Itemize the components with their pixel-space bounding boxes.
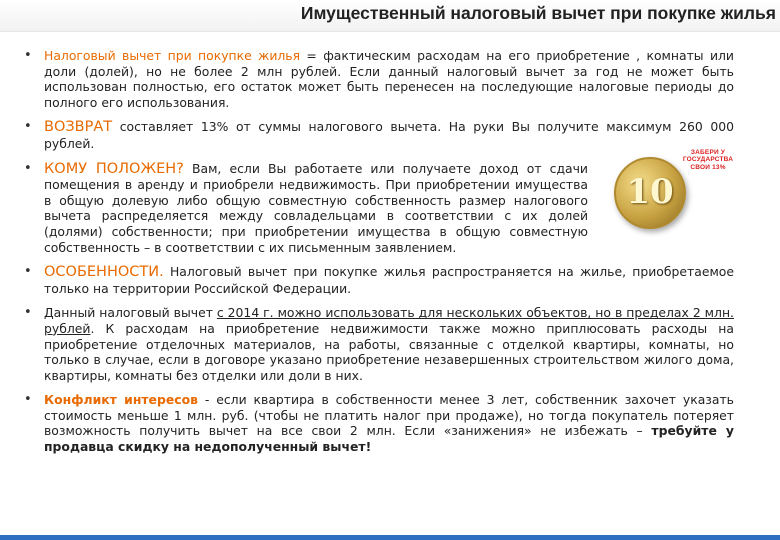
item-text: составляет 13% от суммы налогового вычета. На руки Вы получите максимум 260 000 рублей.	[44, 119, 734, 151]
item-text: Налоговый вычет при покупке жилья распространяется на жилье, приобретаемое только на территории Российской Федерации.	[44, 264, 734, 296]
item-text: Вам, если Вы работаете или получаете доход от сдачи помещения в аренду и приобрели недвижимость. При приобретении имущества в общую долевую либо общую совместную собственность размер налогового вычета распределяется между совладельцами в соответствии с их долей (долями) собственности; при приобретении имущества в общую совместную собственность – в соответствии с их письменным заявлением.	[44, 160, 588, 255]
list-item	[22, 305, 734, 383]
list-item	[22, 48, 734, 110]
item-text-underlined: с 2014 г. можно использовать для нескольких объектов, но в пределах 2 млн. рублей	[44, 305, 734, 336]
item-lead: Конфликт интересов	[44, 392, 198, 408]
coin-icon	[614, 157, 686, 229]
item-text-pre: Данный налоговый вычет	[44, 305, 217, 321]
coin-illustration	[594, 147, 734, 237]
bottom-accent-bar	[0, 535, 780, 540]
bullet-list	[22, 48, 734, 464]
slide-title: Имущественный налоговый вычет при покупке жилья	[0, 0, 780, 32]
item-lead: КОМУ ПОЛОЖЕН?	[44, 160, 184, 177]
list-item	[22, 264, 734, 296]
item-text: - если квартира в собственности менее 3 лет, собственник захочет указать стоимость меньше 1 млн. руб. (чтобы не платить налог при продаже), но тогда покупатель потеряет возможность получить вычет на все свои 2 млн. Если «занижения» не избежать –	[44, 392, 734, 439]
item-bold-tail: требуйте у продавца скидку на недополученный вычет!	[44, 423, 734, 455]
coin-numeral: • 10	[626, 171, 674, 212]
item-lead: ОСОБЕННОСТИ.	[44, 264, 164, 281]
list-item	[22, 392, 734, 454]
list-item	[22, 148, 734, 256]
item-text-post: . К расходам на приобретение недвижимости также можно приплюсовать расходы на приобретение отделочных материалов, на работы, связанные с отделкой квартиры, комнаты, но только в случае, если в договоре указано приобретение незавершенных строительством жилого дома, квартиры, комнаты без отделки или доли в них.	[44, 320, 734, 383]
item-lead: Налоговый вычет при покупке жилья	[44, 48, 301, 63]
coin-stamp-text: ЗАБЕРИ У ГОСУДАРСТВА СВОИ 13%	[682, 148, 734, 171]
item-text: = фактическим расходам на его приобретение , комнаты или доли (долей), но не более 2 млн рублей. Если данный налоговый вычет за год не может быть использован полностью, его остаток может быть перенесен на последующие налоговые периоды до полного его использования.	[44, 48, 734, 110]
item-lead: ВОЗВРАТ	[44, 119, 113, 136]
